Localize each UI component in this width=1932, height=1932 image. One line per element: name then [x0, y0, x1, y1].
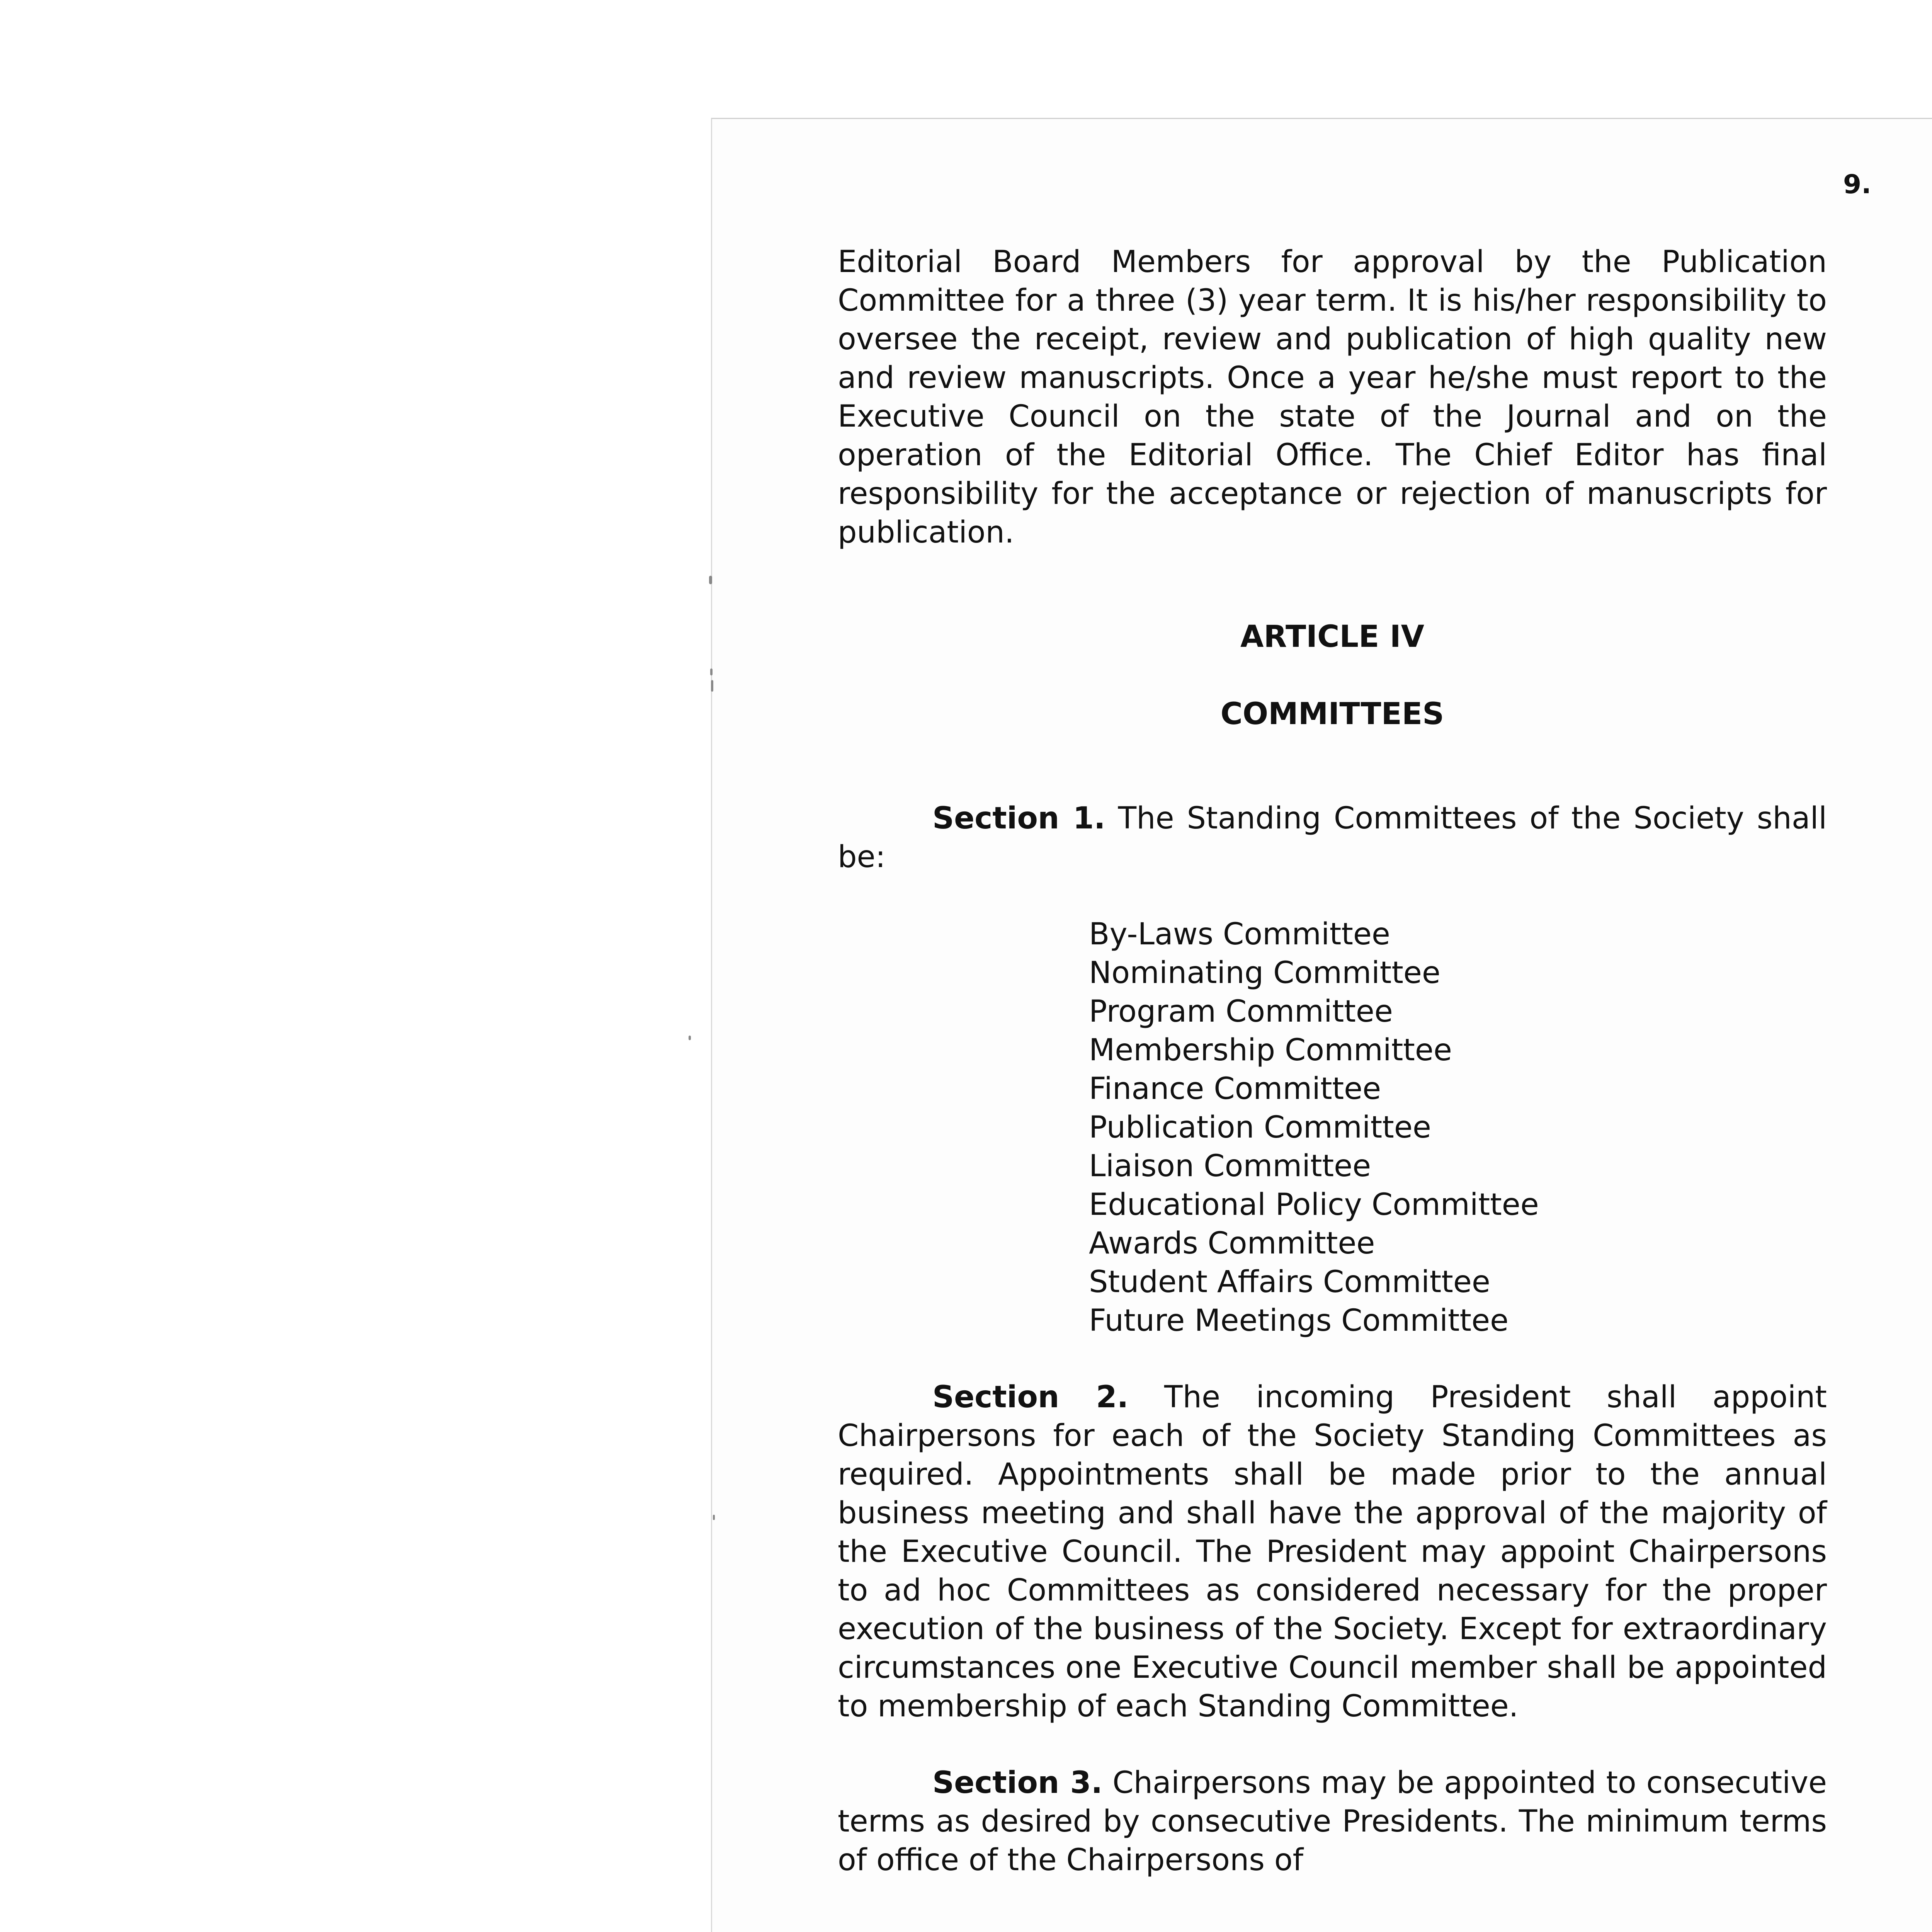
- section-1-paragraph: [838, 799, 1827, 876]
- scan-speck: [711, 680, 713, 692]
- scan-speck: [713, 1515, 715, 1520]
- list-item: Publication Committee: [1089, 1110, 1431, 1145]
- list-item: Finance Committee: [1089, 1071, 1381, 1106]
- article-subtitle: COMMITTEES: [1220, 697, 1444, 731]
- document-page: [711, 118, 1932, 1932]
- list-item: Future Meetings Committee: [1089, 1303, 1509, 1338]
- section-3-label: Section 3.: [932, 1765, 1103, 1800]
- list-item: Nominating Committee: [1089, 956, 1440, 990]
- list-item: Awards Committee: [1089, 1226, 1375, 1261]
- article-title: ARTICLE IV: [1240, 619, 1424, 654]
- list-item: Educational Policy Committee: [1089, 1187, 1539, 1222]
- section-2-text: The incoming President shall appoint Chairpersons for each of the Society Standing Committees as required. Appointments shall be made prior to the annual business meeting and shall have the approval of the majority of the Executive Council. The President may appoint Chairpersons to ad hoc Committees as considered necessary for the proper execution of the business of the Society. Except for extraordinary circumstances one Executive Council member shall be appointed to membership of each Standing Committee.: [838, 1380, 1827, 1724]
- list-item: Membership Committee: [1089, 1033, 1452, 1068]
- section-1-text: The Standing Committees of the Society shall be:: [838, 801, 1827, 874]
- page-number: 9.: [1843, 169, 1871, 200]
- list-item: Student Affairs Committee: [1089, 1265, 1490, 1299]
- section-2-label: Section 2.: [932, 1380, 1129, 1415]
- section-2-paragraph: [838, 1378, 1827, 1726]
- list-item: Liaison Committee: [1089, 1149, 1371, 1184]
- scan-speck: [689, 1036, 691, 1040]
- intro-paragraph: Editorial Board Members for approval by the Publication Committee for a three (3) year term. It is his/her responsibility to oversee the receipt, review and publication of high quality new and review manuscripts. Once a year he/she must report to the Executive Council on the state of the Journal and on the operation of the Editorial Office. The Chief Editor has final responsibility for the acceptance or rejection of manuscripts for publication.: [838, 245, 1827, 550]
- list-item: By-Laws Committee: [1089, 917, 1390, 952]
- scan-speck: [710, 668, 713, 675]
- list-item: Program Committee: [1089, 994, 1393, 1029]
- page-content: [838, 243, 1827, 1879]
- section-3-text: Chairpersons may be appointed to consecutive terms as desired by consecutive Presidents. The minimum terms of office of the Chairpersons of: [838, 1765, 1827, 1878]
- committee-list: [838, 915, 1827, 1340]
- section-3-paragraph: [838, 1764, 1827, 1879]
- scan-speck: [709, 576, 712, 584]
- section-1-label: Section 1.: [932, 801, 1105, 836]
